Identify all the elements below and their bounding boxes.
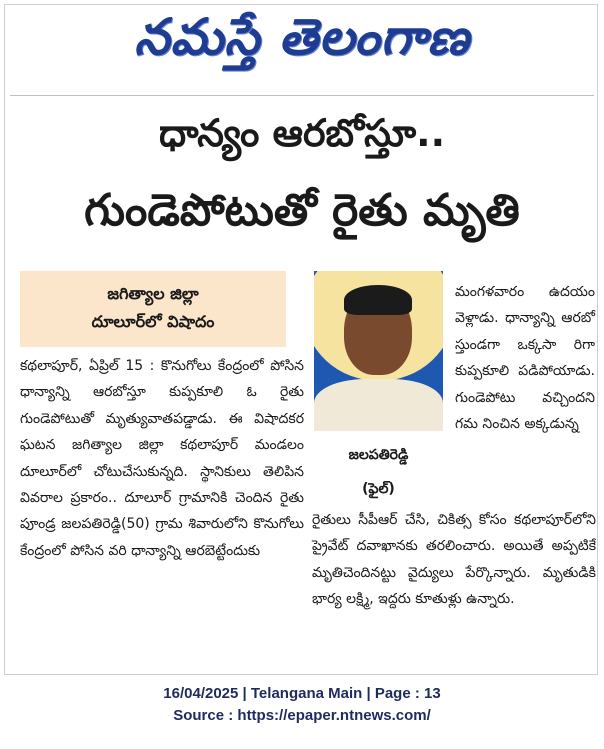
footer-date-line: 16/04/2025 | Telangana Main | Page : 13	[163, 685, 441, 702]
kicker-line-2: దూలూర్‌లో విషాదం	[91, 312, 215, 331]
article-text-left: కథలాపూర్, ఏప్రిల్ 15 : కొనుగోలు కేంద్రంలో పోసిన ధాన్యాన్ని ఆరబోస్తూ కుప్పకూలి ఓ రైతు గుండెపోటుతో మృత్యువాతపడ్డాడు. ఈ విషాదకర ఘటన జగిత్యాల జిల్లా కథలాపూర్ మండలం దూలూర్‌లో చోటుచేసుకున్నది. స్థానికులు తెలిపిన వివరాల ప్రకారం.. దూలూర్ గ్రామానికి చెందిన రైతు పూండ్ర జలపతిరెడ్డి(50) గ్రామ శివారులోని కొనుగోలు కేంద్రంలో పోసిన వరి ధాన్యాన్ని ఆరబెట్టేందుకు	[20, 358, 304, 559]
source-footer	[0, 683, 604, 727]
kicker-box	[20, 271, 286, 347]
footer-source-line: Source : https://epaper.ntnews.com/	[173, 707, 431, 724]
article-text-right-top: మంగళవారం ఉదయం వెళ్లాడు. ధాన్యాన్ని ఆరబో స్తుండగా ఒక్కసా రిగా కుప్పకూలి పడిపోయాడు. గుండెపోటు వచ్చిందని గమ నించిన అక్కడున్న	[455, 284, 595, 433]
photo-caption-file: (ఫైల్)	[362, 481, 395, 497]
kicker-line-1: జగిత్యాల జిల్లా	[107, 284, 199, 303]
farmer-photo	[314, 271, 443, 431]
newspaper-masthead: నమస్తే తెలంగాణ	[134, 8, 470, 66]
article-text-right-bottom: రైతులు సీపీఆర్ చేసి, చికిత్స కోసం కథలాపూర్‌లోని ప్రైవేట్ దవాఖానకు తరలించారు. అయితే అప్పటికే మృతిచెందినట్టు వైద్యులు పేర్కొన్నారు. మృతుడికి భార్య లక్ష్మి, ఇద్దరు కూతుళ్లు ఉన్నారు.	[312, 512, 596, 608]
article-column-right-top	[455, 265, 595, 451]
headline-line-2: గుండెపోటుతో రైతు మృతి	[84, 185, 520, 236]
article-column-right-bottom	[312, 493, 596, 627]
article-column-left	[20, 353, 304, 564]
masthead-divider	[10, 95, 594, 96]
headline-line-1: ధాన్యం ఆరబోస్తూ..	[158, 111, 446, 155]
photo-caption-name: జలపతిరెడ్డి	[348, 447, 409, 463]
